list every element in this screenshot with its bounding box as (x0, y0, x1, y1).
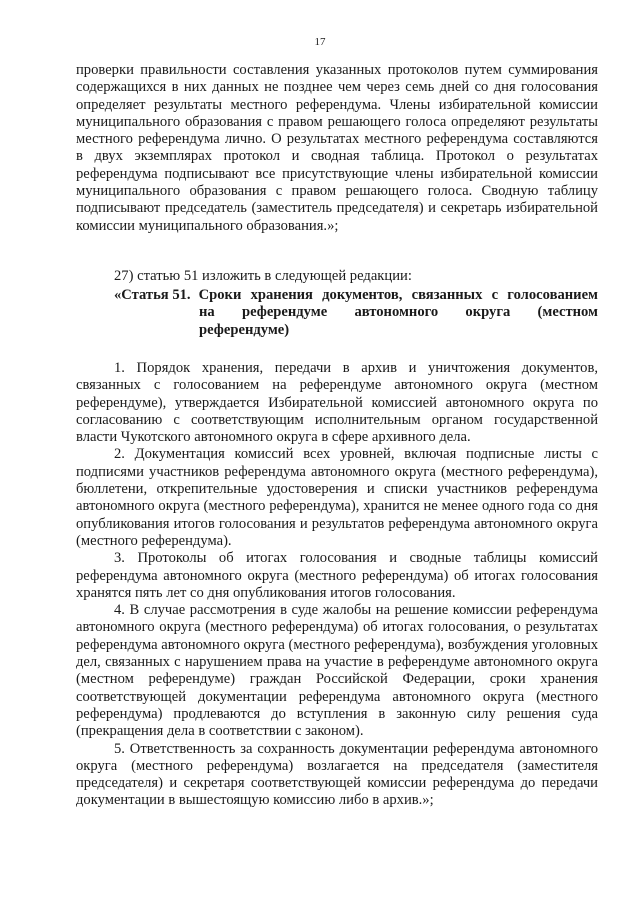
article-title-line-3: референдуме) (199, 321, 290, 338)
amendment-block (76, 268, 598, 285)
article-heading-row (114, 287, 598, 304)
article-paragraph-1: 1. Порядок хранения, передачи в архив и уничтожения документов, связанных с голосованием на референдуме автономного округа (местном референдуме), утверждается Избирательной комиссией автономного округа по согласованию с соответствующим исполнительным органом государственной власти Чукотского автономного округа в сфере архивного дела. (76, 360, 598, 446)
article-body (76, 360, 598, 810)
intro-paragraph-block (76, 62, 598, 235)
article-paragraph-2: 2. Документация комиссий всех уровней, включая подписные листы с подписями участников референдума автономного округа (местного референдума), бюллетени, открепительные удостоверения и списки участников референдума автономного округа (местного референдума), хранится не менее одного года со дня опубликования итогов голосования и результатов референдума автономного округа (местного референдума). (76, 446, 598, 549)
page-number: 17 (314, 36, 326, 48)
article-paragraph-3: 3. Протоколы об итогах голосования и сводные таблицы комиссий референдума автономного округа (местного референдума) об итогах голосования хранятся пять лет со дня опубликования итогов голосования. (76, 550, 598, 601)
article-title-line-2: на референдуме автономного округа (местном (199, 304, 598, 321)
article-paragraph-5: 5. Ответственность за сохранность документации референдума автономного округа (местного референдума) возлагается на председателя (заместителя председателя) и секретаря соответствующей комиссии референдума до передачи документации в вышестоящую комиссию либо в архив.»; (76, 740, 598, 809)
article-heading (114, 287, 598, 339)
article-title-line-1: Сроки хранения документов, связанных с голосованием (198, 287, 598, 303)
amendment-instruction: 27) статью 51 изложить в следующей редакции: (114, 268, 412, 284)
article-number: «Статья 51. (114, 287, 191, 303)
article-paragraph-4: 4. В случае рассмотрения в суде жалобы на решение комиссии референдума автономного округа (местного референдума) об итогах голосования, о результатах референдума автономного округа (местного референдума), возбуждения уголовных дел, связанных с нарушением права на участие в референдуме автономного округа (местном референдуме) граждан Российской Федерации, сроки хранения соответствующей документации референдума автономного округа (местного референдума) продлеваются до вступления в законную силу решения суда (прекращения дела в соответствии с законом). (76, 602, 598, 740)
intro-paragraph: проверки правильности составления указанных протоколов путем суммирования содержащихся в них данных не позднее чем через семь дней со дня голосования определяет результаты местного референдума. Члены избирательной комиссии муниципального образования с правом решающего голоса определяют результаты местного референдума лично. О результатах местного референдума составляются в двух экземплярах протокол и сводная таблица. Протокол о результатах референдума подписывают все присутствующие члены избирательной комиссии муниципального образования с правом решающего голоса. Сводную таблицу подписывают председатель (заместитель председателя) и секретарь избирательной комиссии муниципального образования.»; (76, 62, 598, 234)
